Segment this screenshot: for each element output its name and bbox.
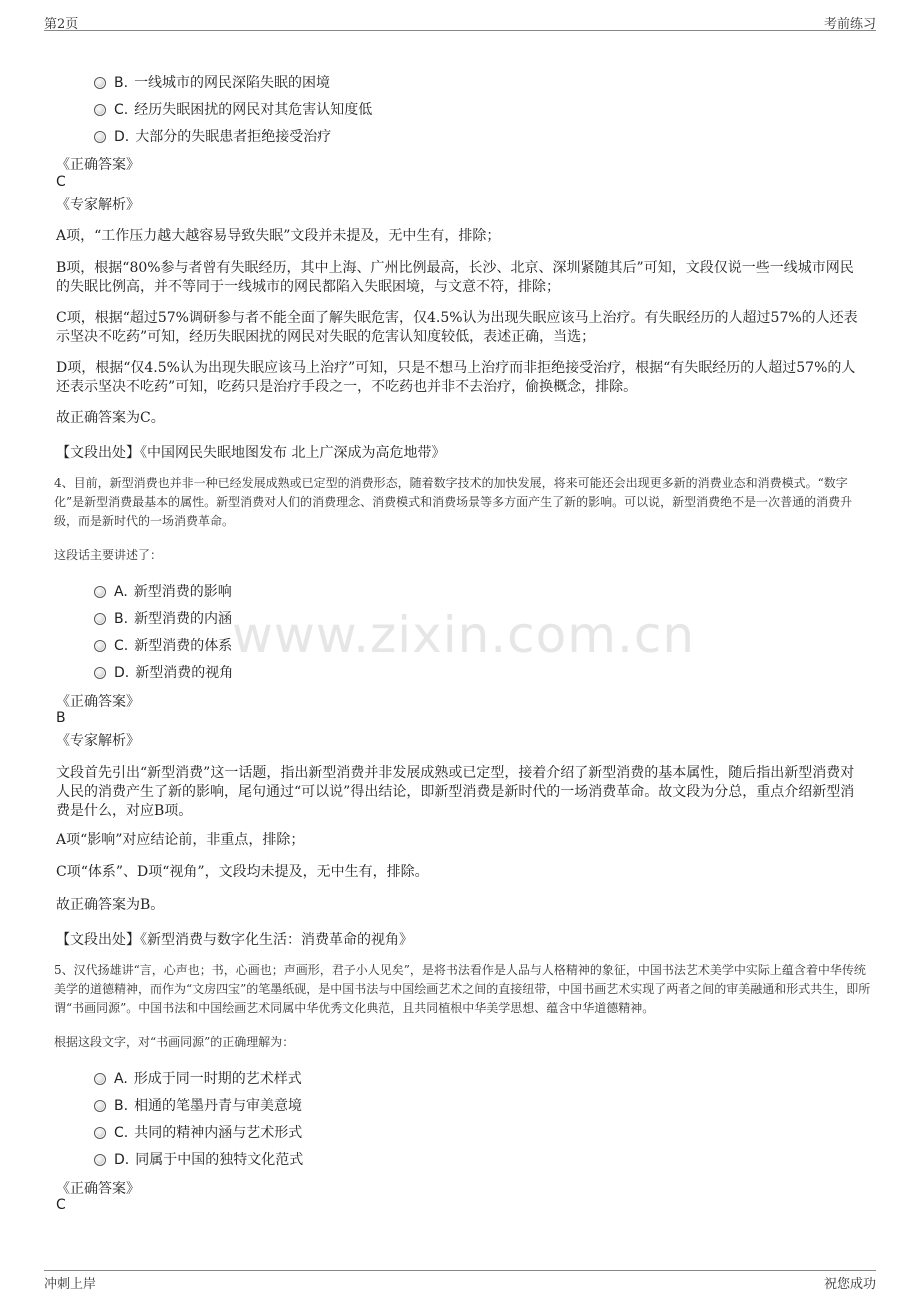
option-text: 新型消费的体系 (134, 638, 233, 654)
option-letter: D. (114, 1152, 130, 1168)
footer-left: 冲刺上岸 (44, 1277, 97, 1292)
page-header (44, 0, 876, 31)
q4-analysis-a: A项“影响”对应结论前，非重点，排除； (56, 832, 305, 848)
q4-option-a[interactable] (94, 581, 232, 603)
footer-right: 祝您成功 (823, 1277, 876, 1292)
option-text: 新型消费的内涵 (134, 611, 233, 627)
header-title: 考前练习 (823, 17, 876, 32)
option-text: 新型消费的影响 (133, 584, 232, 600)
q3-answer: C (56, 174, 66, 190)
radio-icon[interactable] (94, 613, 106, 625)
option-letter: B. (114, 611, 129, 627)
q5-option-b[interactable] (94, 1095, 302, 1117)
q5-answer-label: 《正确答案》 (56, 1181, 140, 1197)
q3-analysis-b: B项，根据“80%参与者曾有失眠经历，其中上海、广州比例最高，长沙、北京、深圳紧随其后”可知，文段仅说一些一线城市网民的失眠比例高，并不等同于一线城市的网民都陷入失眠困境，与文意不符，排除； (56, 260, 854, 295)
option-text: 经历失眠困扰的网民对其危害认知度低 (134, 102, 373, 118)
option-text: 同属于中国的独特文化范式 (135, 1152, 304, 1168)
q4-source: 【文段出处】《新型消费与数字化生活：消费革命的视角》 (56, 932, 413, 948)
q5-option-d[interactable] (94, 1149, 303, 1171)
option-letter: A. (114, 1071, 128, 1087)
q5-option-a[interactable] (94, 1068, 302, 1090)
option-text: 大部分的失眠患者拒绝接受治疗 (135, 129, 332, 145)
page-footer (44, 1270, 876, 1301)
option-text: 新型消费的视角 (135, 665, 234, 681)
q3-analysis-a: A项，“工作压力越大越容易导致失眠”文段并未提及，无中生有，排除； (56, 228, 501, 244)
page-number: 第2页 (44, 17, 79, 32)
q4-stem: 4、目前，新型消费也并非一种已经发展成熟或已定型的消费形态，随着数字技术的加快发展，将来可能还会出现更多新的消费业态和消费模式。“数字化”是新型消费最基本的属性。新型消费对人们的消费理念、消费模式和消费场景等多方面产生了新的影响。可以说，新型消费绝不是一次普通的消费升级，而是新时代的一场消费革命。 (54, 476, 853, 528)
q5-question: 根据这段文字，对“书画同源”的正确理解为： (54, 1035, 295, 1049)
radio-icon[interactable] (94, 640, 106, 652)
option-letter: D. (114, 129, 130, 145)
q4-option-d[interactable] (94, 662, 233, 684)
radio-icon[interactable] (94, 1100, 106, 1112)
q3-option-c[interactable] (94, 99, 372, 121)
radio-icon[interactable] (94, 1073, 106, 1085)
option-letter: C. (114, 102, 129, 118)
option-text: 形成于同一时期的艺术样式 (133, 1071, 302, 1087)
q3-analysis-c: C项，根据“超过57%调研参与者不能全面了解失眠危害，仅4.5%认为出现失眠应该马上治疗。有失眠经历的人超过57%的人还表示坚决不吃药”可知，经历失眠困扰的网民对失眠的危害认知度较低，表述正确，当选； (56, 310, 858, 345)
q4-question: 这段话主要讲述了： (54, 548, 163, 562)
option-text: 相通的笔墨丹青与审美意境 (134, 1098, 303, 1114)
radio-icon[interactable] (94, 77, 106, 89)
radio-icon[interactable] (94, 586, 106, 598)
radio-icon[interactable] (94, 131, 106, 143)
radio-icon[interactable] (94, 1154, 106, 1166)
q4-conclusion: 故正确答案为B。 (56, 897, 165, 913)
radio-icon[interactable] (94, 104, 106, 116)
option-letter: B. (114, 75, 129, 91)
option-text: 共同的精神内涵与艺术形式 (134, 1125, 303, 1141)
q3-answer-label: 《正确答案》 (56, 157, 140, 173)
q3-conclusion: 故正确答案为C。 (56, 410, 165, 426)
q3-analysis-label: 《专家解析》 (56, 197, 140, 213)
q4-analysis-main: 文段首先引出“新型消费”这一话题，指出新型消费并非发展成熟或已定型，接着介绍了新型消费的基本属性，随后指出新型消费对人民的消费产生了新的影响，尾句通过“可以说”得出结论，即新型消费是新时代的一场消费革命。故文段为分总，重点介绍新型消费是什么，对应B项。 (56, 765, 855, 819)
q4-option-c[interactable] (94, 635, 232, 657)
radio-icon[interactable] (94, 1127, 106, 1139)
option-text: 一线城市的网民深陷失眠的困境 (134, 75, 331, 91)
q5-answer: C (56, 1197, 66, 1213)
option-letter: D. (114, 665, 130, 681)
option-letter: C. (114, 638, 129, 654)
q4-answer-label: 《正确答案》 (56, 694, 140, 710)
q4-option-b[interactable] (94, 608, 232, 630)
q4-answer: B (56, 710, 66, 726)
option-letter: C. (114, 1125, 129, 1141)
q4-analysis-cd: C项“体系”、D项“视角”，文段均未提及，无中生有，排除。 (56, 864, 429, 880)
q3-option-d[interactable] (94, 126, 331, 148)
option-letter: B. (114, 1098, 129, 1114)
option-letter: A. (114, 584, 128, 600)
radio-icon[interactable] (94, 667, 106, 679)
q5-stem: 5、汉代扬雄讲“言，心声也；书，心画也；声画形，君子小人见矣”，是将书法看作是人品与人格精神的象征，中国书法艺术美学中实际上蕴含着中华传统美学的道德精神，而作为“文房四宝”的笔墨纸砚，是中国书法与中国绘画艺术之间的直接纽带，中国书画艺术实现了两者之间的审美融通和形式共生，即所谓“书画同源”。中国书法和中国绘画艺术同属中华优秀文化典范，且共同植根中华美学思想、蕴含中华道德精神。 (54, 963, 871, 1015)
q4-analysis-label: 《专家解析》 (56, 733, 140, 749)
q3-analysis-d: D项，根据“仅4.5%认为出现失眠应该马上治疗”可知，只是不想马上治疗而非拒绝接受治疗，根据“有失眠经历的人超过57%的人还表示坚决不吃药”可知，吃药只是治疗手段之一，不吃药也并非不去治疗，偷换概念，排除。 (56, 360, 856, 395)
watermark: www.zixin.com.cn (232, 606, 696, 664)
q3-option-b[interactable] (94, 72, 330, 94)
q3-source: 【文段出处】《中国网民失眠地图发布 北上广深成为高危地带》 (56, 445, 446, 461)
q5-option-c[interactable] (94, 1122, 302, 1144)
